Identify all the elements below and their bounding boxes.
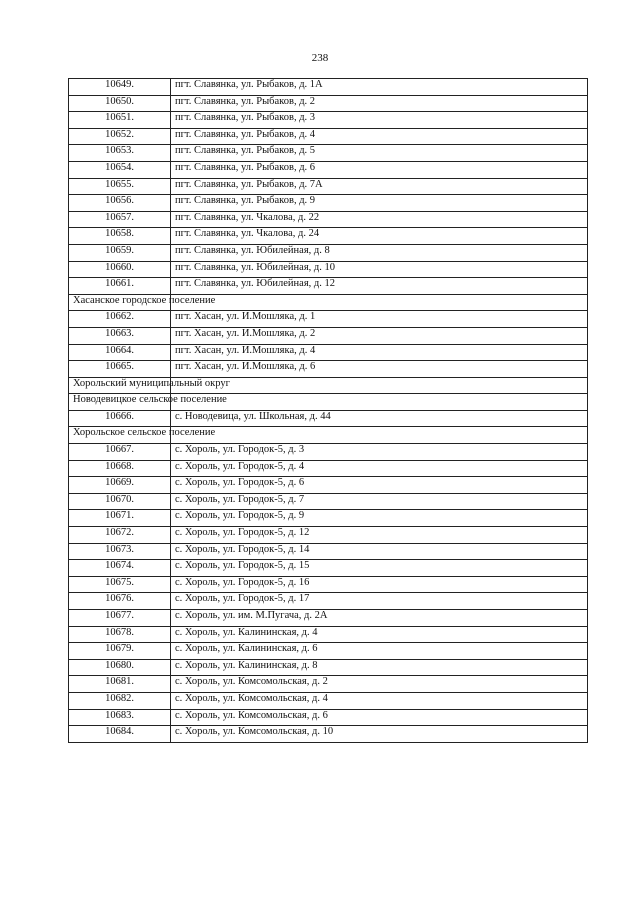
row-address: с. Хороль, ул. Калининская, д. 4	[171, 626, 588, 643]
table-row	[69, 460, 588, 477]
row-number: 10674.	[69, 560, 171, 577]
row-number: 10678.	[69, 626, 171, 643]
table-row	[69, 527, 588, 544]
row-address: с. Хороль, ул. Калининская, д. 6	[171, 643, 588, 660]
row-number: 10677.	[69, 610, 171, 627]
table-row	[69, 161, 588, 178]
row-address: с. Хороль, ул. Городок-5, д. 16	[171, 576, 588, 593]
row-address: с. Хороль, ул. Комсомольская, д. 6	[171, 709, 588, 726]
table-row	[69, 361, 588, 378]
row-address: пгт. Славянка, ул. Чкалова, д. 24	[171, 228, 588, 245]
table-row	[69, 178, 588, 195]
page-number: 238	[311, 52, 329, 64]
table-row	[69, 261, 588, 278]
table-row	[69, 145, 588, 162]
table-row	[69, 543, 588, 560]
row-address: пгт. Хасан, ул. И.Мошляка, д. 2	[171, 327, 588, 344]
section-row	[69, 394, 588, 411]
table-row	[69, 444, 588, 461]
row-number: 10663.	[69, 327, 171, 344]
section-empty-cell	[171, 427, 588, 444]
table-row	[69, 626, 588, 643]
row-address: пгт. Славянка, ул. Рыбаков, д. 3	[171, 112, 588, 129]
row-number: 10664.	[69, 344, 171, 361]
row-address: с. Хороль, ул. им. М.Пугача, д. 2А	[171, 610, 588, 627]
section-empty-cell	[171, 394, 588, 411]
row-number: 10679.	[69, 643, 171, 660]
row-address: пгт. Славянка, ул. Юбилейная, д. 8	[171, 244, 588, 261]
row-number: 10662.	[69, 311, 171, 328]
row-address: с. Хороль, ул. Городок-5, д. 4	[171, 460, 588, 477]
row-address: с. Новодевица, ул. Школьная, д. 44	[171, 410, 588, 427]
row-address: с. Хороль, ул. Городок-5, д. 3	[171, 444, 588, 461]
row-address: с. Хороль, ул. Городок-5, д. 14	[171, 543, 588, 560]
table-row	[69, 510, 588, 527]
row-number: 10654.	[69, 161, 171, 178]
row-address: пгт. Славянка, ул. Рыбаков, д. 7А	[171, 178, 588, 195]
row-address: с. Хороль, ул. Городок-5, д. 6	[171, 477, 588, 494]
row-address: пгт. Славянка, ул. Рыбаков, д. 6	[171, 161, 588, 178]
row-number: 10653.	[69, 145, 171, 162]
row-number: 10675.	[69, 576, 171, 593]
row-address: пгт. Славянка, ул. Рыбаков, д. 1А	[171, 79, 588, 96]
row-number: 10660.	[69, 261, 171, 278]
row-number: 10670.	[69, 493, 171, 510]
section-label: Новодевицкое сельское поселение	[69, 394, 171, 411]
row-number: 10671.	[69, 510, 171, 527]
row-number: 10676.	[69, 593, 171, 610]
row-address: пгт. Хасан, ул. И.Мошляка, д. 6	[171, 361, 588, 378]
row-address: с. Хороль, ул. Комсомольская, д. 10	[171, 726, 588, 743]
row-number: 10652.	[69, 128, 171, 145]
row-address: пгт. Славянка, ул. Рыбаков, д. 5	[171, 145, 588, 162]
row-number: 10659.	[69, 244, 171, 261]
table-row	[69, 327, 588, 344]
table-row	[69, 195, 588, 212]
row-number: 10668.	[69, 460, 171, 477]
table-row	[69, 228, 588, 245]
table-row	[69, 344, 588, 361]
table-row	[69, 692, 588, 709]
table-row	[69, 128, 588, 145]
row-number: 10680.	[69, 659, 171, 676]
row-number: 10666.	[69, 410, 171, 427]
row-number: 10661.	[69, 278, 171, 295]
row-address: пгт. Славянка, ул. Чкалова, д. 22	[171, 211, 588, 228]
row-number: 10673.	[69, 543, 171, 560]
row-number: 10651.	[69, 112, 171, 129]
row-number: 10658.	[69, 228, 171, 245]
row-number: 10649.	[69, 79, 171, 96]
row-number: 10672.	[69, 527, 171, 544]
row-number: 10682.	[69, 692, 171, 709]
table-row	[69, 560, 588, 577]
table-row	[69, 477, 588, 494]
row-address: с. Хороль, ул. Городок-5, д. 12	[171, 527, 588, 544]
table-row	[69, 95, 588, 112]
section-empty-cell	[171, 377, 588, 394]
row-address: пгт. Хасан, ул. И.Мошляка, д. 1	[171, 311, 588, 328]
row-number: 10684.	[69, 726, 171, 743]
section-label: Хорольский муниципальный округ	[69, 377, 171, 394]
row-number: 10665.	[69, 361, 171, 378]
row-address: с. Хороль, ул. Комсомольская, д. 2	[171, 676, 588, 693]
table-row	[69, 576, 588, 593]
row-address: с. Хороль, ул. Городок-5, д. 9	[171, 510, 588, 527]
table-row	[69, 244, 588, 261]
table-row	[69, 278, 588, 295]
address-table	[68, 78, 588, 743]
row-address: с. Хороль, ул. Городок-5, д. 7	[171, 493, 588, 510]
table-row	[69, 311, 588, 328]
row-address: с. Хороль, ул. Калининская, д. 8	[171, 659, 588, 676]
row-address: с. Хороль, ул. Городок-5, д. 15	[171, 560, 588, 577]
table-row	[69, 659, 588, 676]
row-number: 10650.	[69, 95, 171, 112]
row-address: пгт. Хасан, ул. И.Мошляка, д. 4	[171, 344, 588, 361]
row-number: 10683.	[69, 709, 171, 726]
table-row	[69, 709, 588, 726]
row-address: пгт. Славянка, ул. Рыбаков, д. 4	[171, 128, 588, 145]
section-row	[69, 377, 588, 394]
row-number: 10655.	[69, 178, 171, 195]
table-row	[69, 643, 588, 660]
section-row	[69, 294, 588, 311]
section-label: Хасанское городское поселение	[69, 294, 171, 311]
table-row	[69, 676, 588, 693]
section-label: Хорольское сельское поселение	[69, 427, 171, 444]
row-address: пгт. Славянка, ул. Юбилейная, д. 12	[171, 278, 588, 295]
address-table-body	[69, 79, 588, 743]
row-address: пгт. Славянка, ул. Рыбаков, д. 2	[171, 95, 588, 112]
row-address: с. Хороль, ул. Комсомольская, д. 4	[171, 692, 588, 709]
section-empty-cell	[171, 294, 588, 311]
row-number: 10681.	[69, 676, 171, 693]
table-row	[69, 610, 588, 627]
table-row	[69, 593, 588, 610]
section-row	[69, 427, 588, 444]
row-number: 10667.	[69, 444, 171, 461]
row-address: пгт. Славянка, ул. Юбилейная, д. 10	[171, 261, 588, 278]
table-row	[69, 112, 588, 129]
row-number: 10656.	[69, 195, 171, 212]
table-row	[69, 410, 588, 427]
table-row	[69, 726, 588, 743]
table-row	[69, 211, 588, 228]
row-address: пгт. Славянка, ул. Рыбаков, д. 9	[171, 195, 588, 212]
row-number: 10657.	[69, 211, 171, 228]
row-address: с. Хороль, ул. Городок-5, д. 17	[171, 593, 588, 610]
table-row	[69, 493, 588, 510]
table-row	[69, 79, 588, 96]
row-number: 10669.	[69, 477, 171, 494]
